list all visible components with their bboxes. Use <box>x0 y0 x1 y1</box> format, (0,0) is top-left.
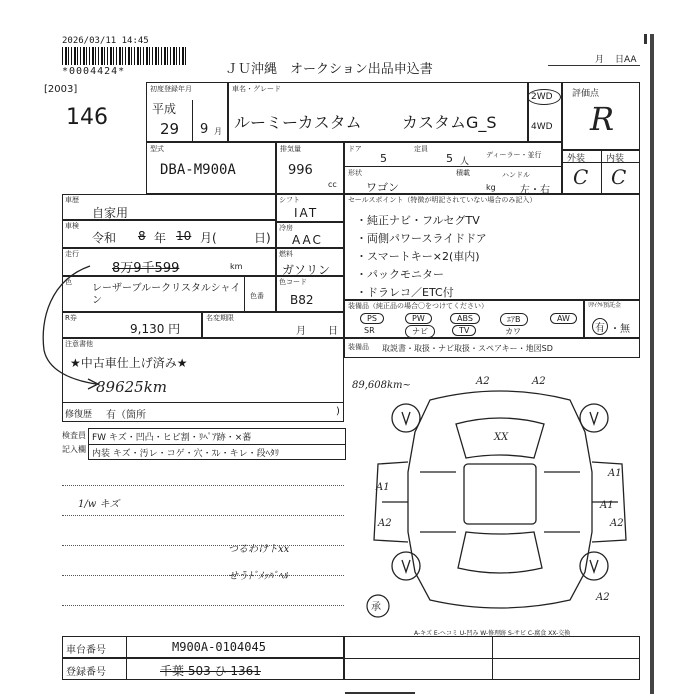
repair-end: ) <box>336 406 340 417</box>
drive-2wd: 2WD <box>531 92 553 102</box>
scan-edge <box>650 34 654 694</box>
capacity: 5 <box>446 152 453 165</box>
plate-label: 登録番号 <box>66 667 106 678</box>
sales-point-item: ・ドラレコ／ETC付 <box>356 286 454 299</box>
ac: AAC <box>292 233 323 247</box>
extra-equip-label: 装備品 <box>348 343 369 351</box>
vin: M900A-0104045 <box>172 640 266 654</box>
damage-mark: A1 <box>376 482 390 493</box>
inspection-year-old: 8 <box>138 229 146 243</box>
lot-number: 146 <box>66 105 108 130</box>
damage-mark: A2 <box>378 518 392 529</box>
sales-point-item: ・パックモニター <box>356 268 444 281</box>
checklist-row1: FW キズ・凹凸・ヒビ割・ﾘﾍﾟｱ跡・×蕃 <box>92 433 252 443</box>
equip-sr: SR <box>364 326 375 335</box>
reg-month: 9 <box>200 122 209 137</box>
equip-leather: カワ <box>505 327 521 336</box>
capacity-unit: 人 <box>460 157 470 167</box>
inspector-label: 検査員 <box>62 431 86 440</box>
car-condition-diagram <box>360 372 640 622</box>
reg-month-unit: 月 <box>214 127 222 136</box>
model-label: 型式 <box>150 145 164 153</box>
doors-label: ドア <box>348 145 362 153</box>
usage: 自家用 <box>92 206 129 220</box>
extra-equip: 取説書・取扱・ナビ取扱・スペアキー・地図SD <box>382 344 553 353</box>
inspection-year-suffix: 年 <box>154 231 167 245</box>
capacity-label: 定員 <box>414 145 428 153</box>
mileage-arrow <box>30 260 110 395</box>
form-title: ＪＵ沖縄 オークション出品申込書 <box>225 62 433 77</box>
equip-tv: TV <box>452 325 476 336</box>
color-no-label: 色番 <box>250 292 264 300</box>
date-month-label: 月 <box>595 55 605 65</box>
reg-year: 29 <box>160 120 180 138</box>
handwritten-note-1: 1/w キズ <box>78 499 120 510</box>
load-unit: kg <box>486 183 496 192</box>
repair-divider <box>62 402 344 403</box>
checklist-divider <box>88 444 346 445</box>
interior-grade: C <box>611 165 627 189</box>
load-label: 積載 <box>456 169 470 177</box>
body-type: ワゴン <box>366 181 399 194</box>
equip-aw: AW <box>550 313 577 324</box>
car-grade: カスタムG_S <box>402 113 497 132</box>
damage-mark: A2 <box>596 592 610 603</box>
ext-int-divider <box>601 150 602 194</box>
color-label: 色 <box>65 278 72 286</box>
damage-mark: A2 <box>532 376 546 387</box>
fuel: ガソリン <box>282 263 331 277</box>
transfer-day: 日 <box>328 326 338 337</box>
mileage-label: 走行 <box>65 250 79 258</box>
drive-4wd: 4WD <box>531 122 553 132</box>
usage-label: 車歴 <box>65 196 79 204</box>
color-no-title: 色コード <box>279 278 307 286</box>
entry-label: 記入欄 <box>62 445 86 454</box>
ac-label: 冷房 <box>279 224 293 232</box>
eval-score: R <box>590 100 615 138</box>
damage-mark: A2 <box>610 518 624 529</box>
year-code: [2003] <box>44 84 78 95</box>
inspection-month-old: 10 <box>176 229 192 243</box>
handwritten-mileage-note: 89,608km~ <box>352 380 411 391</box>
body-label: 形状 <box>348 169 362 177</box>
recycle-no: ・無 <box>610 324 630 335</box>
reg-month-divider <box>192 100 193 142</box>
equipment-label: 装備品（純正品の場合〇をつけてください） <box>348 302 488 310</box>
notes-line1: ★中古車仕上げ済み★ <box>70 356 188 370</box>
color: レーザーブルークリスタルシャイン <box>92 283 241 306</box>
write-in-line <box>62 575 344 576</box>
timestamp: 2026/03/11 14:45 <box>62 36 149 46</box>
sales-point-item: ・純正ナビ・フルセグTV <box>356 214 480 227</box>
equip-airbag: ｴｱB <box>500 313 528 326</box>
plate: 千葉 503 ひ 1361 <box>160 664 261 678</box>
exterior-label: 外装 <box>567 154 586 164</box>
damage-mark: A2 <box>476 376 490 387</box>
damage-legend: A-キズ E-ヘコミ U-凹み W-修理跡 S-サビ C-腐食 XX-交換 <box>414 630 571 637</box>
sales-point-item: ・両側パワースライドドア <box>356 232 487 245</box>
mileage: 8万9千599 <box>112 261 180 276</box>
fuel-label: 燃料 <box>279 250 293 258</box>
write-in-line <box>62 545 344 546</box>
displacement-label: 排気量 <box>280 145 301 153</box>
reg-era: 平成 <box>152 102 177 116</box>
equip-ps: PS <box>360 313 384 324</box>
dealer-label: ディーラー・並行 <box>486 151 542 159</box>
barcode-number: *0004424* <box>62 66 126 77</box>
checklist-row2: 内装 キズ・汚レ・コゲ・穴・ｽﾚ・キレ・段ﾍﾀﾘ <box>92 449 280 459</box>
damage-mark: XX <box>494 432 509 443</box>
transfer-label: 名変期限 <box>206 314 234 322</box>
doors: 5 <box>380 152 387 165</box>
recycle-yes: 有 <box>592 318 608 335</box>
inspection-day-suffix: 日) <box>254 231 271 245</box>
recycle-label: R券 <box>65 314 77 322</box>
mileage-unit: km <box>230 262 243 271</box>
displacement: 996 <box>288 163 313 178</box>
eval-label: 評価点 <box>572 89 600 99</box>
write-in-line <box>62 485 344 486</box>
color-no: B82 <box>290 293 314 307</box>
repair-value: 有（箇所 <box>106 410 146 421</box>
handwritten-note-3: せうﾄﾞﾒｯﾊﾟﾍﾙ <box>228 571 288 582</box>
handwritten-mileage: 89625km <box>96 378 168 396</box>
barcode <box>62 47 187 65</box>
notes-label: 注意書他 <box>65 340 93 348</box>
equip-pw: PW <box>405 313 432 324</box>
write-in-line <box>62 515 344 516</box>
recycle-amount: 9,130 円 <box>130 322 181 336</box>
model-code: DBA-M900A <box>160 162 236 178</box>
scan-edge-mark <box>644 34 647 44</box>
sales-points-label: セールスポイント（特徴が明記されていない場合のみ記入） <box>348 196 537 204</box>
recycle-deposit-label: ﾘｻｲｸﾙ預託金 <box>588 302 622 309</box>
first-reg-label: 初度登録年月 <box>150 85 192 93</box>
date-day-label: 日AA <box>615 55 637 65</box>
repair-label: 修復歴 <box>65 410 93 420</box>
inspection-label: 車検 <box>65 222 79 230</box>
car-name-label: 車名・グレード <box>232 85 281 93</box>
write-in-line <box>62 605 344 606</box>
footer-bottom-rule <box>345 692 415 694</box>
equip-abs: ABS <box>450 313 480 324</box>
damage-mark: A1 <box>608 468 622 479</box>
sales-point-item: ・スマートキー×2(車内) <box>356 250 480 263</box>
vin-label: 車台番号 <box>66 645 106 656</box>
header-underline <box>548 65 640 66</box>
inspector-stamp: 承 <box>371 602 381 613</box>
footer-side-line <box>344 658 640 659</box>
equip-navi: ナビ <box>405 325 435 338</box>
handle-value: 左・右 <box>520 185 550 196</box>
damage-mark: A1 <box>600 500 614 511</box>
shift-label: シフト <box>279 196 300 204</box>
inspection-month-suffix: 月( <box>200 231 217 245</box>
exterior-grade: C <box>573 165 589 189</box>
transfer-month: 月 <box>296 326 306 337</box>
displacement-unit: cc <box>328 180 337 189</box>
handwritten-note-2: つるわけトxx <box>228 544 290 555</box>
inspection-era: 令和 <box>92 231 117 245</box>
color-no-divider <box>244 276 245 312</box>
shift: IAT <box>294 206 319 220</box>
doors-divider <box>344 166 562 167</box>
interior-label: 内装 <box>606 154 625 164</box>
handle-label: ハンドル <box>502 171 530 179</box>
car-name: ルーミーカスタム <box>234 113 362 132</box>
